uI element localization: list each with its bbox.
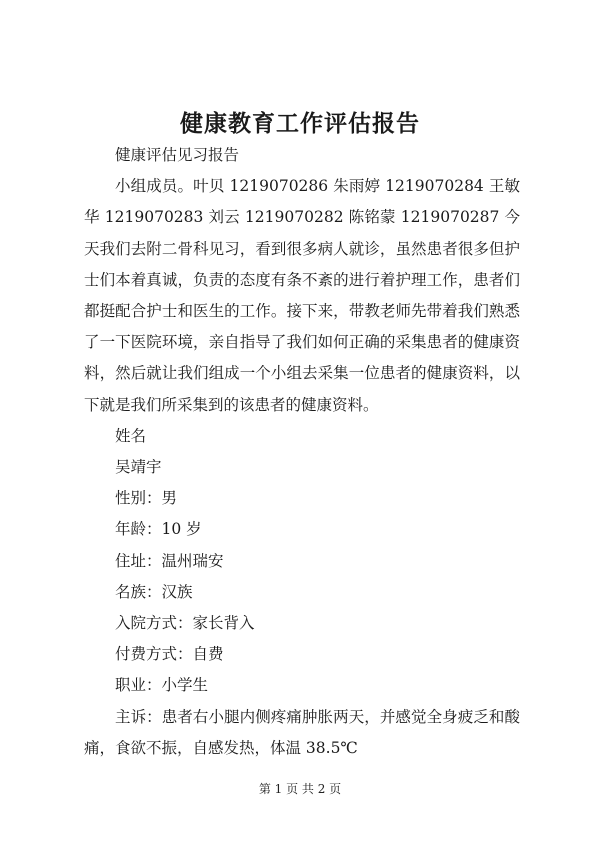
field-chief-complaint: 主诉：患者右小腿内侧疼痛肿胀两天，并感觉全身疲乏和酸痛，食欲不振，自感发热，体温 38.5℃ [84,707,520,757]
field-name-value: 吴靖宇 [115,458,162,477]
field-occupation: 职业：小学生 [115,676,209,695]
field-gender: 性别：男 [115,489,178,508]
field-payment-method: 付费方式：自费 [115,645,224,664]
page-footer: 第 1 页 共 2 页 [258,782,342,796]
paragraph-intro: 小组成员。叶贝 1219070286 朱雨婷 1219070284 王敏华 1219070283 刘云 1219070282 陈铭蒙 1219070287 今天我们去附二骨科见习，看到很多病人就诊，虽然患者很多但护士们本着真诚，负责的态度有条不紊的进行着护理工作，患者们都挺配合护士和医生的工作。接下来，带教老师先带着我们熟悉了一下医院环境，亲自指导了我们如何正确的采集患者的健康资料，然后就让我们组成一个小组去采集一位患者的健康资料，以下就是我们所采集到的该患者的健康资料。 [84,177,520,414]
field-ethnicity: 名族：汉族 [115,582,193,601]
field-age: 年龄：10 岁 [115,520,202,539]
field-name-label: 姓名 [115,426,147,445]
document-title: 健康教育工作评估报告 [180,110,420,137]
field-address: 住址：温州瑞安 [115,551,224,570]
field-admission-method: 入院方式：家长背入 [115,614,255,633]
document-body [84,140,520,764]
paragraph-subtitle: 健康评估见习报告 [115,146,240,164]
